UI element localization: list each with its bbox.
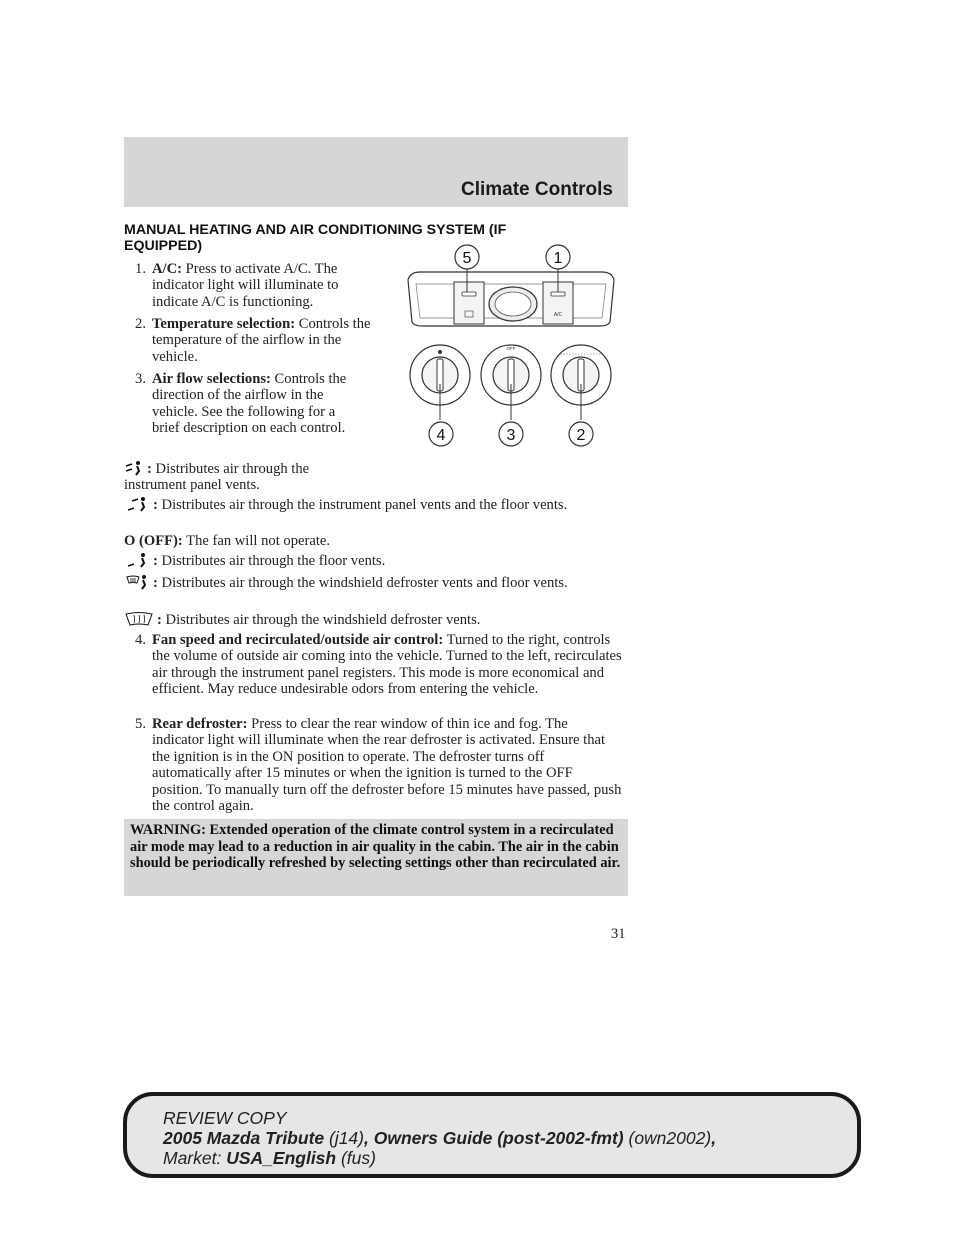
footer-model-code: (j14): [324, 1128, 364, 1148]
floor-vent-icon: [124, 552, 150, 568]
callout-2: 2: [576, 427, 586, 444]
callout-3: 3: [506, 427, 516, 444]
climate-control-diagram: [400, 244, 622, 450]
list-item: [124, 552, 628, 570]
footer-guide: , Owners Guide (post-2002-fmt): [364, 1128, 624, 1148]
callout-4: 4: [436, 427, 446, 444]
airflow-text: Distributes air through the instrument panel vents.: [124, 461, 310, 494]
item-term: Temperature selection:: [152, 316, 296, 332]
item-text: Press to clear the rear window of thin ice and fog. The indicator light will illuminate when the rear defroster is activated. Ensure that the ignition is in the ON position to operate. The defroster turns off automatically after 15 minutes or when the ignition is turned to the OFF position. To manually turn off the defroster before 15 minutes have passed, push the control again.: [152, 716, 622, 815]
footer-comma: ,: [711, 1128, 717, 1148]
item-number: 4.: [135, 632, 146, 648]
list-item: [124, 574, 628, 593]
footer-market-code: (fus): [336, 1148, 376, 1168]
item-term: A/C:: [152, 261, 182, 277]
item-number: 2.: [135, 316, 146, 332]
footer-market: USA_English: [226, 1148, 337, 1168]
airflow-text: Distributes air through the windshield defroster vents.: [161, 612, 481, 628]
ac-label: A/C: [553, 312, 563, 318]
defrost-floor-icon: [124, 574, 150, 590]
footer-text: [163, 1108, 716, 1168]
airflow-text: Distributes air through the windshield defroster vents and floor vents.: [157, 575, 568, 591]
warning-text: WARNING: Extended operation of the climate control system in a recirculated air mode may lead to a reduction in air quality in the cabin. The air in the cabin should be periodically refreshed by selecting settings other than recirculated air.: [130, 822, 621, 872]
warning-box: [124, 819, 628, 896]
footer-market-label: Market:: [163, 1148, 227, 1168]
airflow-text: The fan will not operate.: [182, 533, 331, 549]
list-item: [124, 496, 628, 515]
review-copy-label: REVIEW COPY: [163, 1108, 287, 1128]
callout-1: 1: [553, 250, 563, 267]
section-title: MANUAL HEATING AND AIR CONDITIONING SYSTEM (IF EQUIPPED): [124, 222, 507, 254]
item-text: Press to activate A/C. The indicator light will illuminate to indicate A/C is functioning.: [152, 261, 339, 310]
list-item: [124, 611, 628, 629]
item-term: Fan speed and recirculated/outside air control:: [152, 632, 444, 648]
item-number: 5.: [135, 716, 146, 732]
item-term: Rear defroster:: [152, 716, 248, 732]
footer-model: 2005 Mazda Tribute: [163, 1128, 325, 1148]
item-text: Turned to the right, controls the volume of outside air coming into the vehicle. Turned to the left, recirculates air through the instrument panel registers. This mode is more economical and efficient. May reduce undesirable odors from entering the vehicle.: [152, 632, 622, 698]
airflow-separator: :: [147, 461, 152, 477]
airflow-separator: :: [153, 575, 158, 591]
header-banner: [124, 137, 628, 207]
item-text: Controls the direction of the airflow in the vehicle. See the following for a brief description on each control.: [152, 371, 347, 437]
list-item: [124, 460, 374, 494]
item-number: 1.: [135, 261, 146, 277]
airflow-off-label: O (OFF):: [124, 533, 183, 549]
airflow-text: Distributes air through the floor vents.: [157, 553, 386, 569]
item-term: Air flow selections:: [152, 371, 271, 387]
item-text: Controls the temperature of the airflow in the vehicle.: [152, 316, 371, 365]
airflow-separator: :: [153, 497, 158, 513]
footer-guide-code: (own2002): [623, 1128, 712, 1148]
airflow-separator: :: [153, 553, 158, 569]
page-number: 31: [611, 926, 626, 942]
footer-review-box: [123, 1092, 861, 1178]
item-number: 3.: [135, 371, 146, 387]
airflow-text: Distributes air through the instrument panel vents and the floor vents.: [157, 497, 568, 513]
callout-5: 5: [462, 250, 472, 267]
airflow-separator: :: [157, 612, 162, 628]
windshield-defrost-icon: [124, 611, 154, 627]
off-label: OFF: [506, 346, 516, 351]
list-item: [124, 532, 628, 550]
page-title: Climate Controls: [460, 179, 613, 200]
panel-vent-icon: [124, 460, 144, 476]
panel-floor-icon: [124, 496, 150, 512]
